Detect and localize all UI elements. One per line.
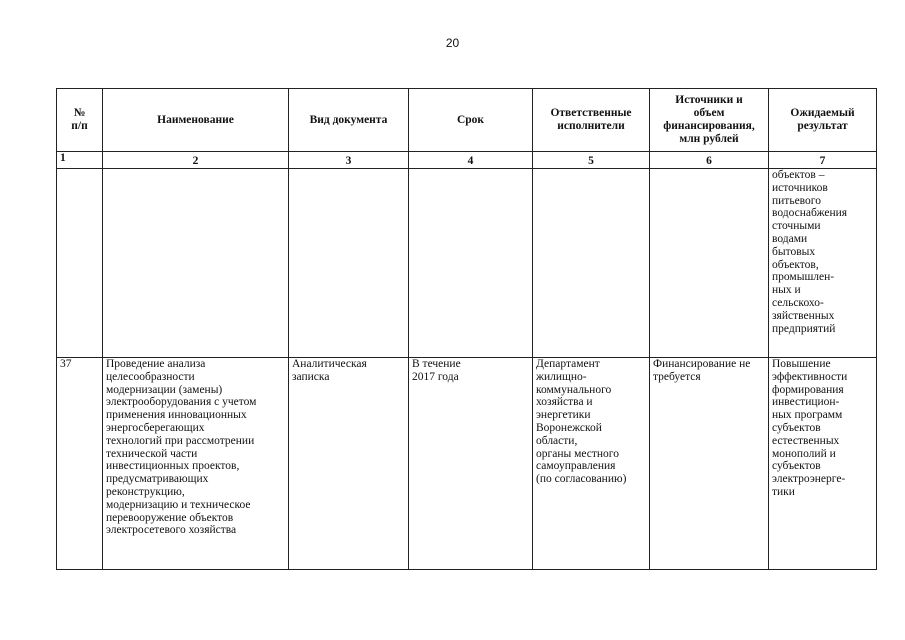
text-line: естественных bbox=[772, 434, 840, 447]
text-line: Повышение bbox=[772, 358, 831, 370]
table-row-37 bbox=[57, 358, 877, 570]
cell bbox=[650, 169, 769, 358]
executors-cell bbox=[533, 358, 650, 570]
text-line: субъектов bbox=[772, 421, 821, 434]
text-line: бытовых bbox=[772, 245, 816, 258]
text-line: инвестицион- bbox=[772, 396, 840, 409]
text-line: финансирования, bbox=[663, 120, 755, 132]
header-term bbox=[409, 89, 533, 152]
text-line: формирования bbox=[772, 383, 844, 396]
column-number: 1 bbox=[57, 152, 103, 169]
text-line: ных и bbox=[772, 284, 801, 297]
text-line: субъектов bbox=[772, 460, 821, 473]
text-line: перевооружение объектов bbox=[106, 511, 234, 524]
text-line: зяйственных bbox=[772, 309, 835, 322]
text-line: инвестиционных проектов, bbox=[106, 460, 240, 473]
text-line: эффективности bbox=[772, 370, 848, 383]
text-line: Воронежской bbox=[536, 421, 602, 434]
column-number: 4 bbox=[409, 152, 533, 169]
continuation-row bbox=[57, 169, 877, 358]
cell bbox=[57, 169, 103, 358]
header-number bbox=[57, 89, 103, 152]
text-line: (по согласованию) bbox=[536, 473, 627, 486]
cell bbox=[289, 169, 409, 358]
column-number: 7 bbox=[769, 152, 877, 169]
text-line: Ожидаемый bbox=[790, 107, 855, 120]
text-line: коммунального bbox=[536, 383, 612, 396]
text-line: исполнители bbox=[557, 120, 625, 132]
text-line: тики bbox=[772, 485, 795, 498]
cell bbox=[103, 169, 289, 358]
text-line: Источники и bbox=[675, 94, 743, 107]
text-line: питьевого bbox=[772, 194, 821, 207]
page-number: 20 bbox=[445, 36, 460, 50]
text-line: источников bbox=[772, 181, 828, 194]
row-number: 37 bbox=[57, 358, 103, 570]
text-line: Вид документа bbox=[309, 113, 388, 126]
text-line: электрооборудования с учетом bbox=[106, 396, 257, 409]
text-line: реконструкцию, bbox=[106, 485, 185, 498]
doc-type-cell bbox=[289, 358, 409, 570]
text-line: электросетевого хозяйства bbox=[106, 524, 237, 537]
text-line: технической части bbox=[106, 447, 198, 460]
text-line: Аналитическая bbox=[292, 358, 367, 370]
text-line: Финансирование не bbox=[653, 358, 751, 370]
text-line: органы местного bbox=[536, 447, 619, 460]
text-line: объем bbox=[693, 107, 725, 120]
financing-cell bbox=[650, 358, 769, 570]
result-cell bbox=[769, 358, 877, 570]
continued-result-cell bbox=[769, 169, 877, 358]
text-line: Департамент bbox=[536, 358, 600, 370]
cell bbox=[409, 169, 533, 358]
text-line: электроэнерге- bbox=[772, 473, 846, 486]
column-number: 2 bbox=[103, 152, 289, 169]
header-financing bbox=[650, 89, 769, 152]
measure-name-cell bbox=[103, 358, 289, 570]
text-line: Ответственные bbox=[550, 107, 632, 120]
header-result bbox=[769, 89, 877, 152]
text-line: энергосберегающих bbox=[106, 421, 205, 434]
text-line: Проведение анализа bbox=[106, 358, 206, 370]
text-line: ных программ bbox=[772, 409, 843, 422]
text-line: Срок bbox=[456, 113, 485, 126]
text-line: хозяйства и bbox=[536, 396, 593, 409]
text-line: результат bbox=[797, 120, 848, 132]
text-line: самоуправления bbox=[536, 460, 616, 473]
column-number: 3 bbox=[289, 152, 409, 169]
term-cell bbox=[409, 358, 533, 570]
cell bbox=[533, 169, 650, 358]
text-line: сточными bbox=[772, 220, 821, 233]
text-line: энергетики bbox=[536, 409, 591, 422]
text-line: модернизации (замены) bbox=[106, 383, 223, 396]
text-line: требуется bbox=[653, 370, 701, 383]
text-line: сельскохо- bbox=[772, 296, 824, 309]
header-name bbox=[103, 89, 289, 152]
text-line: модернизацию и техническое bbox=[106, 498, 251, 511]
text-line: млн рублей bbox=[679, 132, 739, 145]
text-line: В течение bbox=[412, 358, 461, 370]
text-line: жилищно- bbox=[536, 370, 587, 383]
text-line: целесообразности bbox=[106, 370, 195, 383]
text-line: объектов – bbox=[772, 169, 825, 181]
text-line: водами bbox=[772, 232, 808, 245]
plan-table bbox=[56, 88, 877, 570]
text-line: объектов, bbox=[772, 258, 819, 271]
text-line: 2017 года bbox=[412, 370, 459, 383]
text-line: Наименование bbox=[157, 113, 234, 126]
text-line: водоснабжения bbox=[772, 207, 848, 220]
text-line: предусматривающих bbox=[106, 473, 209, 486]
text-line: № bbox=[73, 107, 86, 120]
text-line: монополий и bbox=[772, 447, 836, 460]
header-row bbox=[57, 89, 877, 152]
column-number-row bbox=[57, 152, 877, 169]
text-line: технологий при рассмотрении bbox=[106, 434, 255, 447]
header-executors bbox=[533, 89, 650, 152]
column-number: 6 bbox=[650, 152, 769, 169]
text-line: области, bbox=[536, 434, 578, 447]
text-line: предприятий bbox=[772, 322, 836, 335]
text-line: п/п bbox=[71, 120, 88, 132]
text-line: промышлен- bbox=[772, 271, 835, 284]
header-doc-type bbox=[289, 89, 409, 152]
column-number: 5 bbox=[533, 152, 650, 169]
text-line: записка bbox=[292, 370, 330, 383]
text-line: применения инновационных bbox=[106, 409, 247, 422]
